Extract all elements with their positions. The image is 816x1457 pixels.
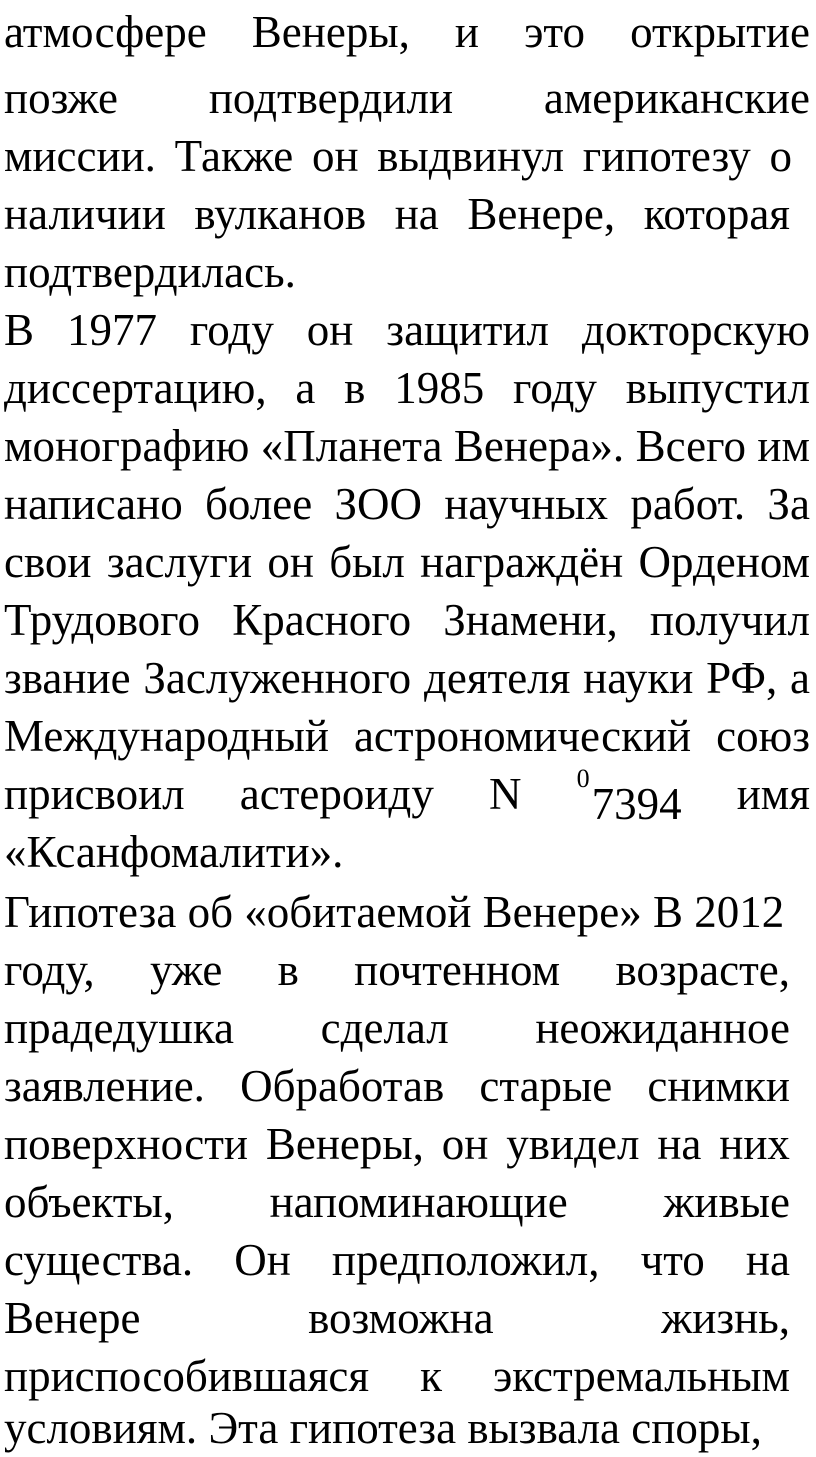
word: научных [444, 479, 609, 529]
word: это [524, 7, 585, 57]
word: Эта [208, 1403, 279, 1453]
word: выдвинул [377, 131, 565, 181]
word: В [4, 305, 35, 355]
word: а [790, 653, 810, 703]
word: астрономический [353, 711, 692, 761]
word: «Планета [260, 421, 443, 471]
word: году [189, 305, 274, 355]
word: экстремальным [492, 1351, 790, 1401]
word: гипотеза [289, 1403, 457, 1453]
word: он [306, 305, 354, 355]
text-line [4, 4, 810, 61]
word: которая [643, 189, 790, 239]
text-line [4, 592, 810, 649]
word: За [767, 479, 810, 529]
word: и [454, 7, 480, 57]
word: докторскую [581, 305, 810, 355]
word: о [769, 131, 792, 181]
word: возрасте, [615, 945, 790, 995]
word: заслуги [106, 537, 253, 587]
word: открытие [630, 7, 810, 57]
text-line [4, 650, 810, 707]
word: живые [663, 1177, 790, 1227]
text-line [4, 244, 810, 301]
text-line [4, 764, 810, 829]
word: $^0$7394 [576, 764, 682, 829]
text-line [4, 824, 810, 881]
word: Обработав [240, 1061, 445, 1111]
word: Международный [4, 711, 329, 761]
word: «Ксанфомалити». [4, 827, 344, 877]
word: написано [4, 479, 183, 529]
text-line [4, 1348, 790, 1405]
word: почтенном [354, 945, 561, 995]
word: объекты, [4, 1177, 174, 1227]
word: 2012 [694, 887, 785, 937]
word: вулканов [194, 189, 367, 239]
text-line [4, 302, 810, 359]
word: звание [4, 653, 131, 703]
word: Венера». [453, 421, 625, 471]
word: на [394, 189, 439, 239]
word: Венеры, [251, 7, 410, 57]
word: Трудового [4, 595, 201, 645]
word: к [420, 1351, 442, 1401]
text-line [4, 942, 790, 999]
word: 1977 [66, 305, 157, 355]
word: уже [149, 945, 223, 995]
word: присвоил [4, 769, 185, 819]
word: диссертацию, [4, 363, 267, 413]
word: подтвердили [208, 73, 454, 123]
word: вызвала [467, 1403, 621, 1453]
word: получил [649, 595, 810, 645]
word: Гипотеза [4, 887, 177, 937]
word: «обитаемой [244, 887, 472, 937]
word: науки [583, 653, 694, 703]
word: гипотезу [582, 131, 751, 181]
word: подтвердилась. [4, 247, 296, 297]
word: предположил, [331, 1235, 600, 1285]
word: что [640, 1235, 705, 1285]
word: Венеры, [265, 1119, 424, 1169]
superscript: 0 [576, 764, 590, 793]
word: заявление. [4, 1061, 205, 1111]
word: в [344, 363, 366, 413]
word: увидел [506, 1119, 640, 1169]
word: РФ, [706, 653, 778, 703]
word: В [652, 887, 683, 937]
word: сделал [320, 1003, 449, 1053]
text-line [4, 360, 810, 417]
text-line [4, 1116, 790, 1173]
word: более [205, 479, 313, 529]
text-line [4, 534, 810, 591]
word: на [745, 1235, 790, 1285]
word: Также [174, 131, 294, 181]
text-line [4, 476, 810, 533]
text-line [4, 1290, 790, 1347]
word: поверхности [4, 1119, 248, 1169]
word: напоминающие [269, 1177, 568, 1227]
word: неожиданное [535, 1003, 790, 1053]
word: Венере, [467, 189, 616, 239]
word: Он [234, 1235, 291, 1285]
word: прадедушка [4, 1003, 235, 1053]
word: них [719, 1119, 790, 1169]
word: споры, [631, 1403, 762, 1453]
text-line [4, 1000, 790, 1057]
word: защитил [386, 305, 549, 355]
word: в [277, 945, 299, 995]
word: жизнь, [661, 1293, 790, 1343]
word: существа. [4, 1235, 194, 1285]
word: деятеля [423, 653, 571, 703]
word: году [513, 363, 597, 413]
text-line [4, 884, 792, 941]
word: наличии [4, 189, 166, 239]
word: астероиду [239, 769, 434, 819]
word: американские [543, 73, 810, 123]
text-line [4, 1174, 790, 1231]
text-line [4, 186, 790, 243]
word: награждён [420, 537, 624, 587]
word: об [187, 887, 233, 937]
word: Знамени, [443, 595, 618, 645]
word: Орденом [638, 537, 810, 587]
word: свои [4, 537, 92, 587]
word: имя [736, 769, 810, 819]
word: он [441, 1119, 489, 1169]
word: работ. [630, 479, 746, 529]
word: снимки [647, 1061, 790, 1111]
text-line [4, 708, 810, 765]
word: году, [4, 945, 95, 995]
word: Всего [635, 421, 746, 471]
word: старые [479, 1061, 613, 1111]
word: монографию [4, 421, 250, 471]
word: он [311, 131, 359, 181]
word: он [267, 537, 314, 587]
word: Заслуженного [143, 653, 412, 703]
word: союз [716, 711, 810, 761]
word: Красного [232, 595, 412, 645]
word: 1985 [394, 363, 485, 413]
word: Венере [4, 1293, 141, 1343]
word: возможна [308, 1293, 494, 1343]
word: атмосфере [4, 7, 207, 57]
word: на [657, 1119, 702, 1169]
text-line [4, 70, 810, 127]
word: N [488, 769, 522, 819]
word: условиям. [4, 1403, 198, 1453]
word: им [757, 421, 810, 471]
word: ЗОО [334, 479, 423, 529]
word: позже [4, 73, 119, 123]
word: приспособившаяся [4, 1351, 370, 1401]
text-line [4, 128, 792, 185]
word: выпустил [625, 363, 810, 413]
text-line [4, 1400, 790, 1457]
word: был [329, 537, 405, 587]
word: миссии. [4, 131, 156, 181]
word: а [295, 363, 316, 413]
text-line [4, 1058, 790, 1115]
text-line [4, 1232, 790, 1289]
word: Венере» [482, 887, 642, 937]
text-line [4, 418, 810, 475]
